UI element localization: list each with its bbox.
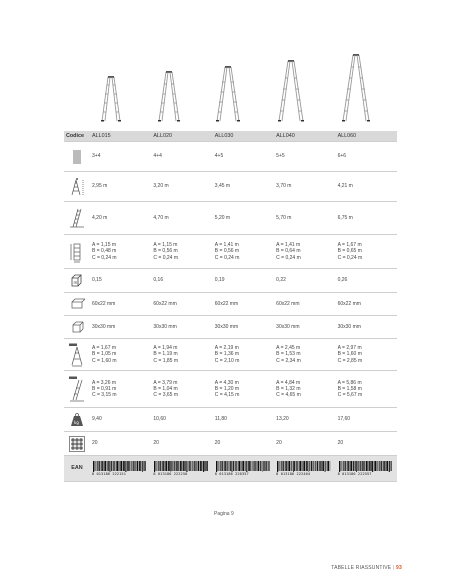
- value-cell: 4,21 m: [336, 172, 397, 202]
- value-cell: 3+4: [90, 142, 151, 172]
- value-line: B = 0,65 m: [337, 248, 362, 255]
- ean-row: [64, 456, 397, 482]
- ladder-image-all030: [216, 67, 240, 122]
- barcode-graphic: [276, 461, 331, 472]
- value-line: B = 1,19 m: [153, 351, 178, 358]
- value-cell: [274, 339, 335, 371]
- value-cell: 60x22 mm: [213, 293, 274, 316]
- svg-text:m: m: [73, 279, 78, 285]
- value-line: A = 1,15 m: [153, 242, 178, 249]
- value-line: C = 2,10 m: [214, 357, 240, 364]
- value-cell: 30x30 mm: [90, 316, 151, 339]
- steps-icon: [64, 142, 90, 172]
- value-line: B = 1,58 m: [337, 385, 362, 392]
- value-cell: 5,20 m: [213, 202, 274, 235]
- value-cell: [336, 371, 397, 408]
- value-cell: 2,95 m: [90, 172, 151, 202]
- value-line: B = 1,05 m: [92, 351, 117, 358]
- value-line: C = 3,15 m: [92, 392, 117, 399]
- value-cell: 11,80: [213, 408, 274, 432]
- table-row: [64, 142, 397, 172]
- value-cell: 17,60: [336, 408, 397, 432]
- value-cell: 4+4: [151, 142, 212, 172]
- table-row: [64, 172, 397, 202]
- ean-number: 8 013186 222151: [92, 472, 126, 476]
- value-cell: [336, 339, 397, 371]
- table-header-row: [64, 131, 397, 142]
- value-line: C = 1,60 m: [92, 357, 117, 364]
- value-line: B = 1,20 m: [214, 385, 240, 392]
- ean-number: 8 013186 222250: [153, 472, 188, 476]
- value-line: A = 1,41 m: [276, 242, 301, 249]
- specs-table: [64, 131, 397, 482]
- value-line: A = 2,97 m: [337, 345, 362, 352]
- value-line: C = 5,67 m: [337, 392, 363, 399]
- code-cell: ALL060: [336, 131, 397, 142]
- value-cell: 20: [213, 432, 274, 456]
- value-line: B = 0,56 m: [214, 248, 240, 255]
- value-cell: 30x30 mm: [151, 316, 212, 339]
- value-cell: 20: [90, 432, 151, 456]
- value-cell: 3,70 m: [274, 172, 335, 202]
- code-cell: ALL015: [90, 131, 151, 142]
- value-cell: 20: [274, 432, 335, 456]
- value-cell: 60x22 mm: [274, 293, 335, 316]
- volume-icon: [64, 269, 90, 293]
- value-cell: [151, 371, 212, 408]
- barcode-cell: [151, 456, 212, 482]
- value-line: A = 2,45 m: [276, 345, 301, 352]
- value-line: B = 0,56 m: [153, 248, 178, 255]
- value-line: C = 2,85 m: [337, 357, 363, 364]
- value-line: A = 3,79 m: [153, 379, 178, 386]
- barcode-cell: [213, 456, 274, 482]
- stile-section-icon: [64, 293, 90, 316]
- value-line: B = 0,48 m: [92, 248, 117, 255]
- value-line: B = 1,04 m: [153, 385, 178, 392]
- value-line: A = 1,94 m: [153, 345, 178, 352]
- value-line: B = 1,53 m: [276, 351, 301, 358]
- ean-number: 8 013186 222404: [276, 472, 311, 476]
- value-cell: 4,70 m: [151, 202, 212, 235]
- barcode-cell: [336, 456, 397, 482]
- ladder-image-all040: [278, 61, 304, 122]
- value-line: B = 1,36 m: [214, 351, 240, 358]
- value-cell: 9,40: [90, 408, 151, 432]
- value-cell: 30x30 mm: [213, 316, 274, 339]
- pack-quantity-icon: [64, 432, 90, 456]
- value-line: C = 0,24 m: [214, 254, 240, 261]
- page-label: Pagina 9: [214, 511, 234, 517]
- value-line: B = 1,60 m: [337, 351, 362, 358]
- table-row: [64, 339, 397, 371]
- value-line: C = 4,65 m: [276, 392, 301, 399]
- ean-label: EAN: [64, 456, 90, 482]
- value-cell: 0,16: [151, 269, 212, 293]
- ean-number: 8 013186 222557: [337, 472, 372, 476]
- value-line: B = 0,64 m: [276, 248, 301, 255]
- value-cell: 30x30 mm: [274, 316, 335, 339]
- weight-icon: [64, 408, 90, 432]
- code-header: Codice: [64, 131, 90, 142]
- table-row: [64, 408, 397, 432]
- barcode-graphic: [153, 461, 208, 472]
- barcode-graphic: [215, 461, 270, 472]
- value-cell: 4,20 m: [90, 202, 151, 235]
- value-cell: 3,45 m: [213, 172, 274, 202]
- value-line: C = 0,24 m: [276, 254, 301, 261]
- max-extended-icon: [64, 371, 90, 408]
- svg-text:kg: kg: [74, 419, 79, 425]
- barcode-graphic: [338, 461, 393, 472]
- value-cell: 5,70 m: [274, 202, 335, 235]
- value-cell: 30x30 mm: [336, 316, 397, 339]
- rung-section-icon: [64, 316, 90, 339]
- value-line: A = 3,26 m: [92, 379, 117, 386]
- value-cell: [90, 371, 151, 408]
- value-cell: 60x22 mm: [151, 293, 212, 316]
- value-line: C = 0,24 m: [337, 254, 363, 261]
- value-cell: [213, 371, 274, 408]
- table-row: [64, 293, 397, 316]
- footer-page-number: 93: [396, 565, 402, 571]
- ladder-images: [0, 0, 452, 130]
- extended-height-icon: [64, 202, 90, 235]
- value-cell: 0,22: [274, 269, 335, 293]
- page-footer: [331, 565, 402, 571]
- value-line: C = 1,85 m: [153, 357, 178, 364]
- table-row: [64, 432, 397, 456]
- value-line: C = 0,24 m: [92, 254, 117, 261]
- value-cell: 4+5: [213, 142, 274, 172]
- table-row: [64, 316, 397, 339]
- value-cell: [151, 339, 212, 371]
- ladder-image-all015: [101, 77, 121, 122]
- value-line: A = 4,84 m: [276, 379, 301, 386]
- code-cell: ALL040: [274, 131, 335, 142]
- footer-section: TABELLE RIASSUNTIVE: [331, 565, 392, 571]
- value-cell: [90, 235, 151, 269]
- value-cell: 0,15: [90, 269, 151, 293]
- table-row: [64, 202, 397, 235]
- code-cell: ALL020: [151, 131, 212, 142]
- value-cell: [151, 235, 212, 269]
- value-line: A = 2,19 m: [214, 345, 239, 352]
- value-cell: [213, 235, 274, 269]
- value-line: B = 1,32 m: [276, 385, 301, 392]
- value-cell: [213, 339, 274, 371]
- value-line: A = 1,41 m: [214, 242, 239, 249]
- value-line: C = 2,34 m: [276, 357, 301, 364]
- value-cell: 5+5: [274, 142, 335, 172]
- table-row: [64, 235, 397, 269]
- value-cell: 60x22 mm: [336, 293, 397, 316]
- value-line: A = 4,30 m: [214, 379, 239, 386]
- value-line: A = 5,86 m: [337, 379, 362, 386]
- value-line: A = 1,67 m: [337, 242, 362, 249]
- footer-separator: |: [392, 565, 395, 571]
- folded-dimensions-icon: [64, 235, 90, 269]
- code-cell: ALL030: [213, 131, 274, 142]
- value-cell: 0,26: [336, 269, 397, 293]
- value-cell: [274, 235, 335, 269]
- ladder-image-all060: [342, 55, 370, 122]
- a-frame-height-icon: [64, 172, 90, 202]
- value-line: C = 3,65 m: [153, 392, 178, 399]
- max-a-frame-icon: [64, 339, 90, 371]
- value-line: A = 1,15 m: [92, 242, 117, 249]
- value-cell: 0,19: [213, 269, 274, 293]
- value-line: C = 0,24 m: [153, 254, 178, 261]
- value-cell: [90, 339, 151, 371]
- table-row: [64, 269, 397, 293]
- value-line: B = 0,91 m: [92, 385, 117, 392]
- value-cell: 20: [336, 432, 397, 456]
- barcode-graphic: [92, 461, 147, 472]
- value-line: C = 4,15 m: [214, 392, 240, 399]
- value-line: A = 1,67 m: [92, 345, 117, 352]
- barcode-cell: [274, 456, 335, 482]
- table-row: [64, 371, 397, 408]
- ean-number: 8 013186 220357: [214, 472, 249, 476]
- value-cell: [274, 371, 335, 408]
- value-cell: 20: [151, 432, 212, 456]
- value-cell: 6,75 m: [336, 202, 397, 235]
- ladder-image-all020: [158, 72, 180, 122]
- value-cell: 10,60: [151, 408, 212, 432]
- value-cell: 60x22 mm: [90, 293, 151, 316]
- barcode-cell: [90, 456, 151, 482]
- value-cell: [336, 235, 397, 269]
- value-cell: 3,20 m: [151, 172, 212, 202]
- value-cell: 13,20: [274, 408, 335, 432]
- value-cell: 6+6: [336, 142, 397, 172]
